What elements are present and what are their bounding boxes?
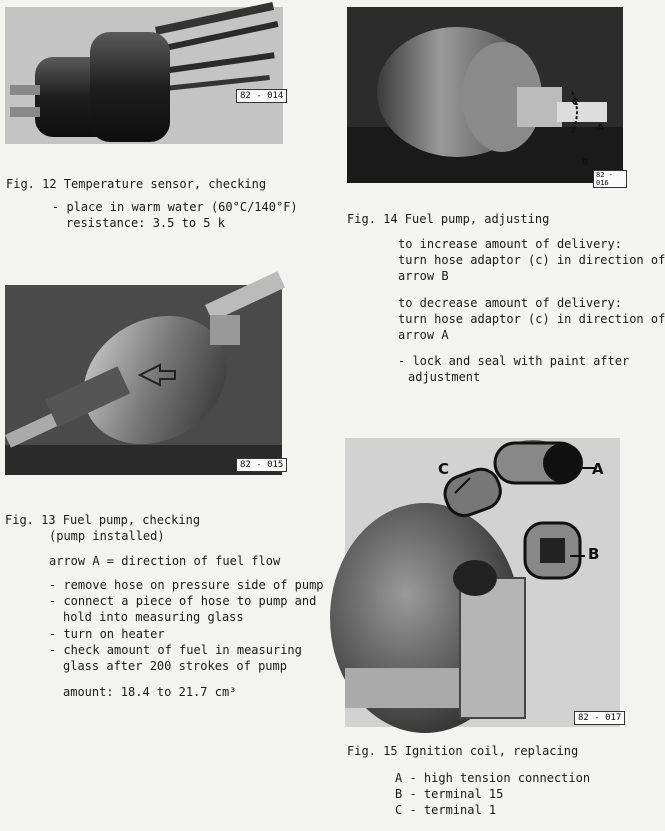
fig14-callout-a: A [597, 123, 604, 133]
fig14-photo [347, 7, 623, 183]
fig14-line-5: turn hose adaptor (c) in direction of [398, 312, 665, 326]
fig12-line-2: resistance: 3.5 to 5 k [66, 216, 225, 230]
fig13-label: 82 - 015 [236, 458, 287, 472]
fig13-step-6: glass after 200 strokes of pump [63, 659, 287, 673]
fig13-photo [5, 285, 282, 475]
fig14-caption: Fig. 14 Fuel pump, adjusting [347, 212, 550, 226]
fig14-line-8: adjustment [408, 370, 481, 384]
fig15-label: 82 - 017 [574, 711, 625, 725]
fig15-callout-c: C [438, 460, 450, 478]
fig15-callout-b: B [588, 545, 600, 563]
fig14-line-2: turn hose adaptor (c) in direction of [398, 253, 665, 267]
fig15-caption: Fig. 15 Ignition coil, replacing [347, 744, 579, 758]
fig13-step-4: - turn on heater [49, 627, 165, 641]
fig14-line-6: arrow A [398, 328, 449, 342]
fig13-step-2: - connect a piece of hose to pump and [49, 594, 317, 608]
fig13-arrow-line: arrow A = direction of fuel flow [49, 554, 281, 568]
fig13-step-3: hold into measuring glass [63, 610, 244, 624]
fig14-label: 82 - 016 [593, 170, 627, 188]
fig14-line-3: arrow B [398, 269, 449, 283]
fig12-label: 82 - 014 [236, 89, 287, 103]
fig15-legend-c: C - terminal 1 [395, 803, 497, 817]
fig14-line-1: to increase amount of delivery: [398, 237, 622, 251]
fig12-photo [5, 7, 283, 144]
fig12-caption: Fig. 12 Temperature sensor, checking [6, 177, 267, 191]
fig14-line-7: - lock and seal with paint after [398, 354, 630, 368]
fig14-callout-b: B [582, 158, 589, 168]
fig14-callout-c: C [572, 98, 579, 108]
fig12-line-1: - place in warm water (60°C/140°F) [52, 200, 298, 214]
fig13-caption-2: (pump installed) [49, 529, 165, 543]
fig15-legend-b: B - terminal 15 [395, 787, 504, 801]
fig13-caption-1: Fig. 13 Fuel pump, checking [5, 513, 201, 527]
fig13-amount: amount: 18.4 to 21.7 cm³ [63, 685, 237, 699]
fig13-step-1: - remove hose on pressure side of pump [49, 578, 324, 592]
fig15-callout-a: A [592, 460, 604, 478]
fig13-step-5: - check amount of fuel in measuring [49, 643, 302, 657]
fig15-photo [345, 438, 620, 727]
fig15-legend-a: A - high tension connection [395, 771, 591, 785]
fig14-line-4: to decrease amount of delivery: [398, 296, 622, 310]
